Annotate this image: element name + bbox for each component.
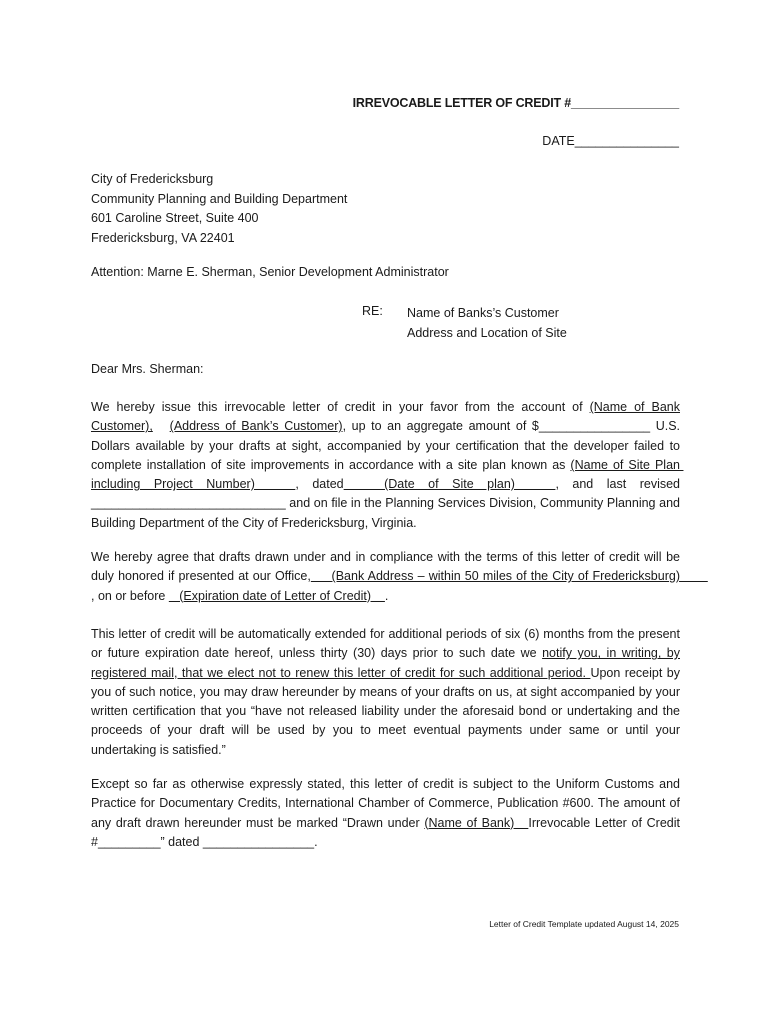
p1-text-g: , dated (295, 477, 344, 492)
paragraph-agree (91, 548, 708, 606)
p1-text-a: We hereby issue this irrevocable letter of credit in your favor from the account of (91, 400, 590, 414)
p3-text-c: Upon receipt by you of such notice, you may draw hereunder by means of your drafts on us, at sight accompanied by your written certification that you “have not released liability under the aforesaid bond or undertaking and the proceeds of your draft will be used by you to meet eventual payments under same or until your undertaking is satisfied.” (91, 665, 680, 757)
p2-text-c: , on or before (91, 588, 169, 603)
p2-expiration-date: (Expiration date of Letter of Credit) (168, 588, 385, 603)
address-line-2: Community Planning and Building Department (91, 191, 348, 206)
attention-line: Attention: Marne E. Sherman, Senior Development Administrator (91, 265, 449, 279)
p1-bank-customer: (Name of Bank Customer), (91, 400, 680, 434)
p4-bank-name: (Name of Bank) (424, 815, 529, 830)
p2-text-e: . (384, 588, 389, 603)
re-line-1: Name of Banks’s Customer (407, 306, 559, 320)
paragraph-extension (91, 625, 680, 760)
p1-text-e: , up to an aggregate amount of $________________ U.S. Dollars available by your drafts at sight, accompanied by your certification that the developer failed to complete installation of site improvements in accordance with a site plan known as (91, 419, 681, 472)
address-line-3: 601 Caroline Street, Suite 400 (91, 211, 259, 225)
address-line-1: City of Fredericksburg (91, 172, 214, 186)
p1-customer-address: (Address of Bank’s Customer) (169, 419, 343, 434)
p2-text-a: We hereby agree that drafts drawn under and in compliance with the terms of this letter of credit will be duly honored if presented at our Office, (91, 550, 680, 584)
p1-site-plan-name: (Name of Site Plan including Project Number) (91, 457, 684, 492)
recipient-address (91, 170, 347, 248)
re-label: RE: (362, 304, 383, 318)
letter-title: IRREVOCABLE LETTER OF CREDIT #________________ (352, 96, 679, 110)
date-line: DATE_______________ (542, 134, 679, 148)
p1-site-plan-date: (Date of Site plan) (343, 477, 556, 492)
p1-text-c (153, 419, 170, 433)
re-line-2: Address and Location of Site (407, 325, 567, 340)
p3-notify-clause: notify you, in writing, by registered mail, that we elect not to renew this letter of credit for such additional period. (91, 646, 680, 680)
p3-text-a: This letter of credit will be automatically extended for additional periods of six (6) months from the present or future expiration date hereof, unless thirty (30) days prior to such date we (91, 627, 680, 661)
paragraph-ucp (91, 775, 680, 852)
salutation: Dear Mrs. Sherman: (91, 362, 204, 376)
address-line-4: Fredericksburg, VA 22401 (91, 230, 235, 245)
p4-text-a: Except so far as otherwise expressly stated, this letter of credit is subject to the Uniform Customs and Practice for Documentary Credits, International Chamber of Commerce, Publication #600. The amount of any draft drawn hereunder must be marked “Drawn under (91, 777, 680, 830)
p4-text-c: Irrevocable Letter of Credit #_________” dated ________________. (91, 815, 680, 849)
p2-bank-address: (Bank Address – within 50 miles of the City of Fredericksburg) (310, 569, 708, 584)
p1-text-i: , and last revised ____________________________ and on file in the Planning Services Division, Community Planning and Building Department of the City of Fredericksburg, Virginia. (91, 477, 681, 530)
footer-note: Letter of Credit Template updated August 14, 2025 (489, 919, 679, 929)
re-block (407, 304, 567, 343)
paragraph-issue (91, 398, 684, 533)
